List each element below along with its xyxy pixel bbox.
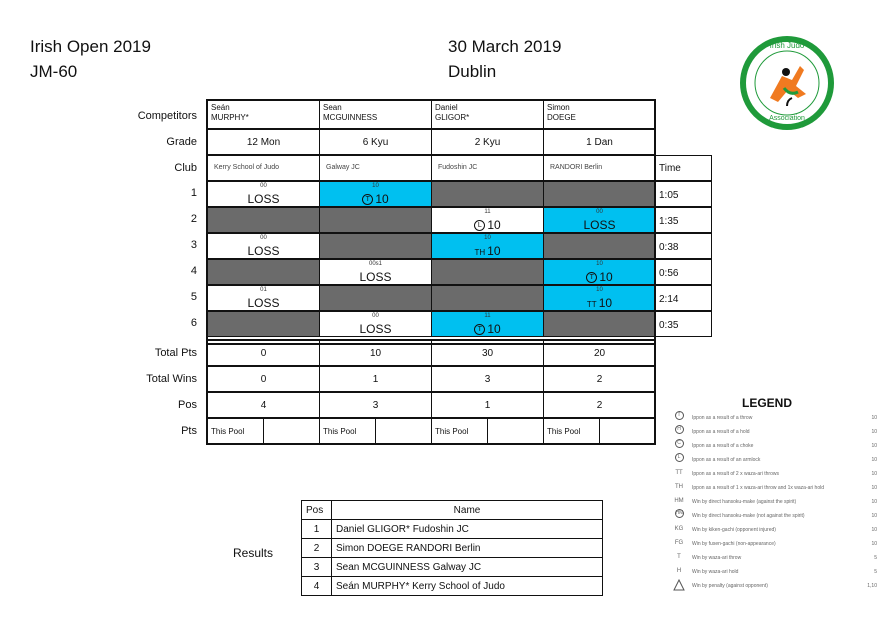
bout-result-text: LOSS (359, 322, 392, 336)
legend-circle-icon: C (675, 439, 684, 448)
penalty-icon (672, 579, 686, 593)
legend-symbol (672, 411, 686, 420)
total-pts-cell: 0 (207, 340, 320, 366)
bout-result-text: LOSS (583, 218, 616, 232)
legend-value: 10 (871, 415, 877, 421)
legend-value: 1,10 (867, 583, 877, 589)
bout-score: 00 (260, 235, 267, 241)
legend-symbol (672, 453, 686, 462)
bout-result-text: LOSS (247, 192, 280, 206)
legend-text: Win by waza-ari throw (692, 555, 742, 561)
waza-ari-icon: TH (474, 248, 486, 257)
legend-row (672, 495, 877, 509)
results-pos: 1 (302, 520, 332, 539)
legend-symbol: KG (674, 526, 684, 532)
logo-text-top: Irish Judo (769, 41, 805, 50)
bout-score: 11 (484, 209, 491, 215)
bout-score: 10 (596, 261, 603, 267)
legend-row (672, 579, 877, 593)
legend-row (672, 411, 877, 425)
event-date: 30 March 2019 (448, 37, 562, 56)
legend-title: LEGEND (742, 396, 793, 410)
legend-value: 10 (871, 485, 877, 491)
bout-score: 01 (260, 287, 267, 293)
competitor-club: RANDORI Berlin (543, 155, 656, 181)
waza-ari-icon: TT (586, 300, 597, 309)
bout-time: 1:35 (655, 207, 712, 233)
legend-row (672, 537, 877, 551)
results-header-row (302, 501, 603, 520)
competitor-last-name: MCGUINNESS (323, 113, 378, 122)
total-wins-cell: 2 (543, 366, 656, 392)
grid-border (206, 99, 656, 345)
results-row (302, 539, 603, 558)
ippon-icon: L (474, 220, 485, 231)
legend-circle-icon: T (675, 411, 684, 420)
bout-result-text: LOSS (359, 270, 392, 284)
this-pool-cell: This Pool (319, 418, 376, 444)
bout-score: 00 (260, 183, 267, 189)
legend-value: 10 (871, 541, 877, 547)
bout-time: 1:05 (655, 181, 712, 207)
bout-result-text: LOSS (247, 244, 280, 258)
legend-row (672, 439, 877, 453)
legend-symbol (672, 439, 686, 448)
total-pts-cell: 30 (431, 340, 544, 366)
results-pos-header: Pos (302, 501, 332, 520)
total-pts-label: Total Pts (154, 347, 197, 359)
bout-time: 2:14 (655, 285, 712, 311)
results-name: Simon DOEGE RANDORI Berlin (332, 539, 603, 558)
total-wins-cell: 1 (319, 366, 432, 392)
legend-circle-icon: L (675, 453, 684, 462)
this-pool-cell: This Pool (543, 418, 600, 444)
legend-symbol: H (676, 568, 682, 574)
bout-score: 00 (596, 209, 603, 215)
legend-text: Ippon as a result of a throw (692, 415, 753, 421)
event-city: Dublin (448, 62, 497, 81)
legend-value: 10 (871, 429, 877, 435)
pos-cell: 4 (207, 392, 320, 418)
this-pool-cell: This Pool (431, 418, 488, 444)
round-label: 4 (190, 265, 197, 277)
pos-cell: 1 (431, 392, 544, 418)
club-label: Club (174, 162, 197, 174)
legend-value: 10 (871, 457, 877, 463)
bout-result-text: 10 (375, 192, 389, 206)
ippon-icon: T (362, 194, 373, 205)
total-pts-cell: 10 (319, 340, 432, 366)
legend-row (672, 425, 877, 439)
results-name: Sean MCGUINNESS Galway JC (332, 558, 603, 577)
round-label: 6 (190, 317, 197, 329)
results-name: Seán MURPHY* Kerry School of Judo (332, 577, 603, 596)
legend-symbol (672, 509, 686, 518)
legend-text: Win by penalty (against opponent) (692, 583, 768, 589)
legend-text: Win by fusen-gachi (non-appearance) (692, 541, 776, 547)
pos-cell: 2 (543, 392, 656, 418)
competitor-club: Kerry School of Judo (207, 155, 320, 181)
legend-text: Ippon as a result of a choke (692, 443, 754, 449)
pos-label: Pos (178, 399, 197, 411)
competitor-first-name: Sean (323, 103, 342, 112)
legend-row (672, 453, 877, 467)
results-pos: 2 (302, 539, 332, 558)
bout-result-text: 10 (598, 296, 613, 310)
round-label: 1 (190, 187, 197, 199)
bout-score: 00s1 (368, 261, 382, 267)
results-name-header: Name (332, 501, 603, 520)
legend-text: Ippon as a result of an armlock (692, 457, 761, 463)
competitor-last-name: MURPHY* (211, 113, 249, 122)
legend-row (672, 467, 877, 481)
competitor-club: Galway JC (319, 155, 432, 181)
bout-time: 0:35 (655, 311, 712, 337)
bout-time: 0:56 (655, 259, 712, 285)
legend-value: 10 (871, 471, 877, 477)
legend-text: Win by direct hansoku-make (not against the spirit) (692, 513, 805, 519)
bout-score: 10 (596, 287, 603, 293)
legend-value: 5 (874, 569, 877, 575)
competitors-label: Competitors (137, 110, 197, 122)
legend-value: 10 (871, 527, 877, 533)
legend-text: Ippon as a result of a hold (692, 429, 750, 435)
bout-score: 11 (484, 313, 491, 319)
bout-score: 00 (372, 313, 379, 319)
legend-symbol: TT (675, 470, 683, 476)
bout-result-text: 10 (487, 244, 501, 258)
legend-value: 10 (871, 499, 877, 505)
round-label: 2 (190, 213, 197, 225)
legend-row (672, 481, 877, 495)
ippon-icon: T (586, 272, 597, 283)
bout-result-text: 10 (487, 218, 501, 232)
association-logo (740, 36, 834, 130)
total-wins-cell: 3 (431, 366, 544, 392)
competitor-first-name: Seán (211, 103, 230, 112)
legend-value: 10 (871, 443, 877, 449)
legend-text: Win by kiken-gachi (opponent injured) (692, 527, 776, 533)
legend-text: Win by waza-ari hold (692, 569, 739, 575)
results-row (302, 577, 603, 596)
results-pos: 4 (302, 577, 332, 596)
competitor-first-name: Simon (547, 103, 570, 112)
results-name: Daniel GLIGOR* Fudoshin JC (332, 520, 603, 539)
bout-result-text: 10 (487, 322, 501, 336)
bout-time: 0:38 (655, 233, 712, 259)
legend-row (672, 565, 877, 579)
competitor-grade: 2 Kyu (431, 129, 544, 155)
category-label: JM-60 (30, 62, 78, 81)
bout-score: 10 (372, 183, 379, 189)
legend-value: 5 (874, 555, 877, 561)
total-wins-label: Total Wins (146, 373, 197, 385)
legend-text: Win by direct hansoku-make (against the spirit) (692, 499, 797, 505)
competitor-club: Fudoshin JC (431, 155, 544, 181)
round-label: 3 (190, 239, 197, 251)
legend-text: Ippon as a result of 1 x waza-ari throw and 1x waza-ari hold (692, 485, 825, 491)
results-row (302, 520, 603, 539)
grade-label: Grade (166, 136, 197, 148)
legend-symbol: T (677, 554, 681, 560)
total-wins-cell: 0 (207, 366, 320, 392)
legend-text: Ippon as a result of 2 x waza-ari throws (692, 471, 779, 477)
results-label: Results (233, 546, 274, 560)
legend-symbol: TH (675, 484, 683, 490)
time-header: Time (655, 155, 712, 181)
competitor-first-name: Daniel (435, 103, 458, 112)
legend-symbol (672, 425, 686, 434)
competitor-last-name: DOEGE (547, 113, 576, 122)
totals-border (206, 339, 656, 445)
results-row (302, 558, 603, 577)
event-title: Irish Open 2019 (30, 37, 151, 56)
logo-text-bottom: Association (769, 115, 805, 122)
legend-row (672, 551, 877, 565)
legend-circle-icon: HM (675, 510, 684, 516)
pts-label: Pts (181, 425, 197, 437)
results-pos: 3 (302, 558, 332, 577)
bout-result-text: 10 (599, 270, 613, 284)
this-pool-cell: This Pool (207, 418, 264, 444)
legend-row (672, 509, 877, 523)
total-pts-cell: 20 (543, 340, 656, 366)
competitor-last-name: GLIGOR* (435, 113, 470, 122)
legend-symbol: HM (674, 498, 684, 504)
bout-score: 10 (484, 235, 491, 241)
competitor-grade: 1 Dan (543, 129, 656, 155)
bout-result-text: LOSS (247, 296, 280, 310)
ippon-icon: T (474, 324, 485, 335)
legend-row (672, 523, 877, 537)
legend-symbol: FG (674, 540, 684, 546)
legend-value: 10 (871, 513, 877, 519)
round-label: 5 (190, 291, 197, 303)
competitor-grade: 12 Mon (207, 129, 320, 155)
competitor-grade: 6 Kyu (319, 129, 432, 155)
results-table (301, 500, 603, 596)
legend-circle-icon: H (675, 425, 684, 434)
pos-cell: 3 (319, 392, 432, 418)
